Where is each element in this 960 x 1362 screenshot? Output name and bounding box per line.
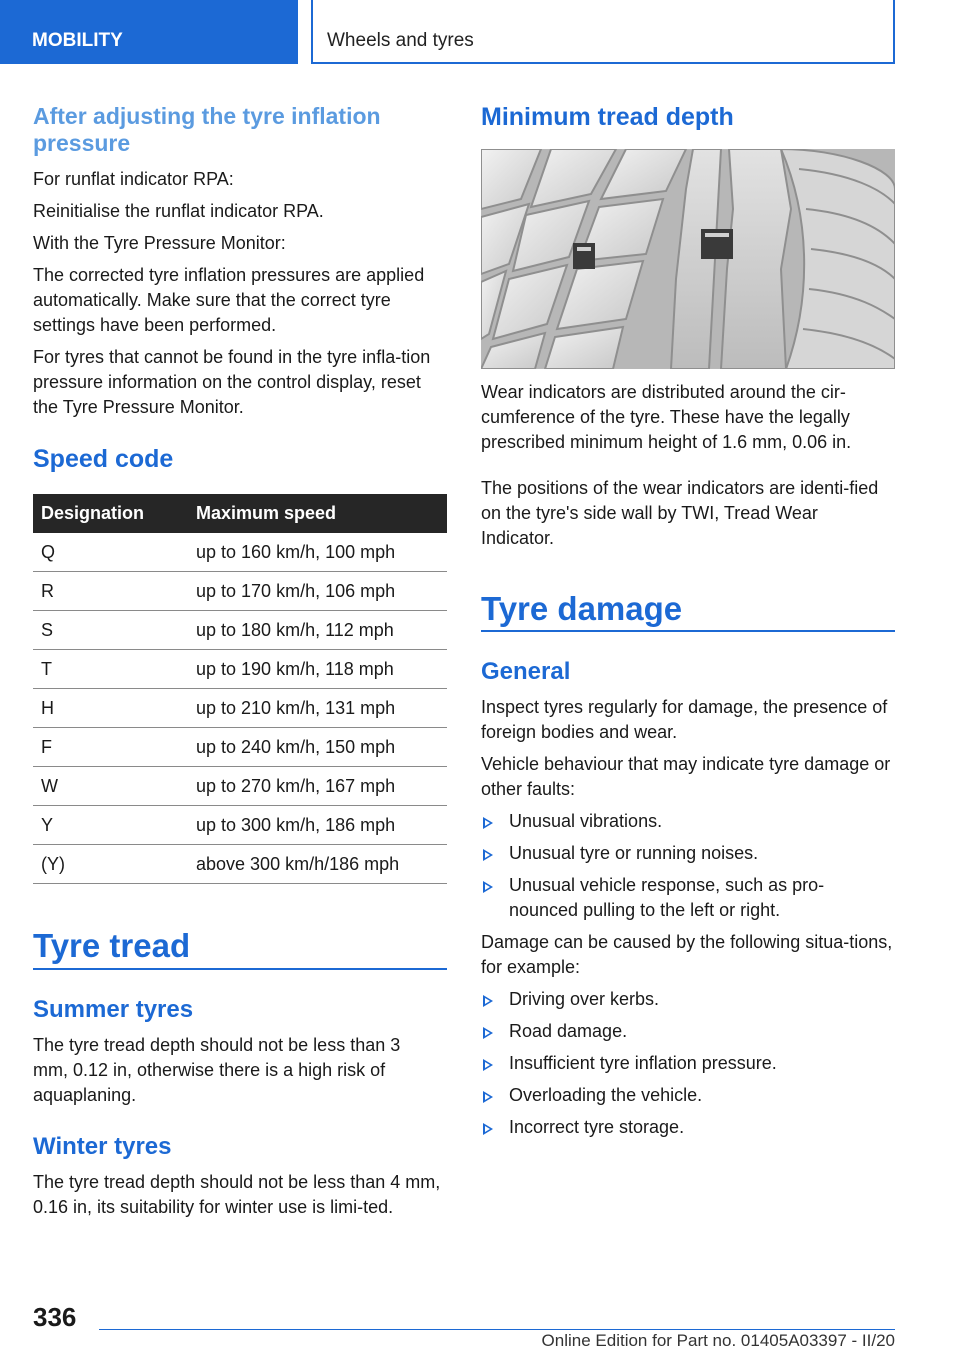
list-item-text: Unusual vibrations. [509,811,663,831]
triangle-bullet-icon [483,817,493,829]
speed-cell: up to 190 km/h, 118 mph [188,650,447,689]
designation-cell: F [33,728,188,767]
footer-rule [99,1329,895,1330]
table-row [33,728,447,767]
behaviour-text: Vehicle behaviour that may indicate tyre damage or other faults: [481,754,891,799]
summer-tyres-text: The tyre tread depth should not be less than 3 mm, 0.12 in, otherwise there is a high risk of aquaplaning. [33,1035,401,1105]
list-item-text: Insufficient tyre inflation pressure. [509,1053,777,1073]
table-row [33,767,447,806]
general-heading: General [481,658,571,685]
chapter-header [311,0,895,64]
triangle-bullet-icon [483,881,493,893]
table-row [33,845,447,884]
designation-cell: (Y) [33,845,188,884]
table-row [33,533,447,572]
after-adjusting-heading: After adjusting the tyre inflation pressure [33,103,381,156]
speed-cell: up to 210 km/h, 131 mph [188,689,447,728]
triangle-bullet-icon [483,1123,493,1135]
table-row [33,650,447,689]
list-item [481,1019,895,1044]
column-header-max-speed: Maximum speed [188,494,447,533]
list-item-text: Incorrect tyre storage. [509,1117,685,1137]
speed-cell: up to 160 km/h, 100 mph [188,533,447,572]
tyre-tread-illustration [481,149,895,369]
list-item [481,1115,895,1140]
damage-causes-text: Damage can be caused by the following situa-tions, for example: [481,932,893,977]
min-tread-heading: Minimum tread depth [481,103,734,131]
tpm-instruction: The corrected tyre inflation pressures are applied automatically. Make sure that the correct tyre settings have been performed. [33,265,425,335]
designation-cell: Q [33,533,188,572]
page-number: 336 [33,1302,77,1332]
speed-cell: up to 180 km/h, 112 mph [188,611,447,650]
section-tab[interactable] [0,0,298,64]
triangle-bullet-icon [483,849,493,861]
speed-cell: above 300 km/h/186 mph [188,845,447,884]
edition-text: Online Edition for Part no. 01405A03397 - II/20 [541,1331,895,1350]
list-item-text: Overloading the vehicle. [509,1085,703,1105]
designation-cell: Y [33,806,188,845]
table-row [33,572,447,611]
speed-code-heading: Speed code [33,445,174,473]
table-row [33,611,447,650]
table-header-row [33,494,447,533]
damage-causes-list [481,987,895,1147]
triangle-bullet-icon [483,1059,493,1071]
list-item-text: Unusual tyre or running noises. [509,843,759,863]
table-row [33,689,447,728]
designation-cell: H [33,689,188,728]
winter-tyres-heading: Winter tyres [33,1133,172,1160]
designation-cell: R [33,572,188,611]
triangle-bullet-icon [483,995,493,1007]
list-item-text: Driving over kerbs. [509,989,660,1009]
designation-cell: S [33,611,188,650]
inspect-text: Inspect tyres regularly for damage, the presence of foreign bodies and wear. [481,697,888,742]
tyre-tread-heading: Tyre tread [33,927,191,964]
runflat-instruction: Reinitialise the runflat indicator RPA. [33,201,324,221]
list-item [481,809,895,834]
tpm-reset-instruction: For tyres that cannot be found in the tyre infla-tion pressure information on the control display, reset the Tyre Pressure Monitor. [33,347,431,417]
winter-tyres-text: The tyre tread depth should not be less than 4 mm, 0.16 in, its suitability for winter use is limi-ted. [33,1172,441,1217]
tyre-damage-rule [481,630,895,632]
table-row [33,806,447,845]
speed-cell: up to 270 km/h, 167 mph [188,767,447,806]
speed-cell: up to 300 km/h, 186 mph [188,806,447,845]
section-label: MOBILITY [32,30,123,51]
wear-indicators-text: Wear indicators are distributed around the cir-cumference of the tyre. These have the legally prescribed minimum height of 1.6 mm, 0.06 in. [481,382,852,452]
tpm-label: With the Tyre Pressure Monitor: [33,233,286,253]
chapter-title: Wheels and tyres [327,30,474,51]
list-item [481,873,869,923]
list-item [481,841,895,866]
behaviour-list [481,809,895,930]
designation-cell: W [33,767,188,806]
designation-cell: T [33,650,188,689]
column-header-designation: Designation [33,494,188,533]
triangle-bullet-icon [483,1027,493,1039]
list-item [481,987,895,1012]
runflat-label: For runflat indicator RPA: [33,169,234,189]
speed-code-table [33,494,447,884]
list-item-text: Road damage. [509,1021,628,1041]
speed-cell: up to 240 km/h, 150 mph [188,728,447,767]
triangle-bullet-icon [483,1091,493,1103]
tyre-damage-heading: Tyre damage [481,590,683,627]
list-item [481,1051,895,1076]
list-item-text: Unusual vehicle response, such as pro-nounced pulling to the left or right. [509,875,825,920]
list-item [481,1083,895,1108]
speed-cell: up to 170 km/h, 106 mph [188,572,447,611]
summer-tyres-heading: Summer tyres [33,996,194,1023]
twi-text: The positions of the wear indicators are identi-fied on the tyre's side wall by TWI, Tread Wear Indicator. [481,478,879,548]
tyre-tread-rule [33,968,447,970]
